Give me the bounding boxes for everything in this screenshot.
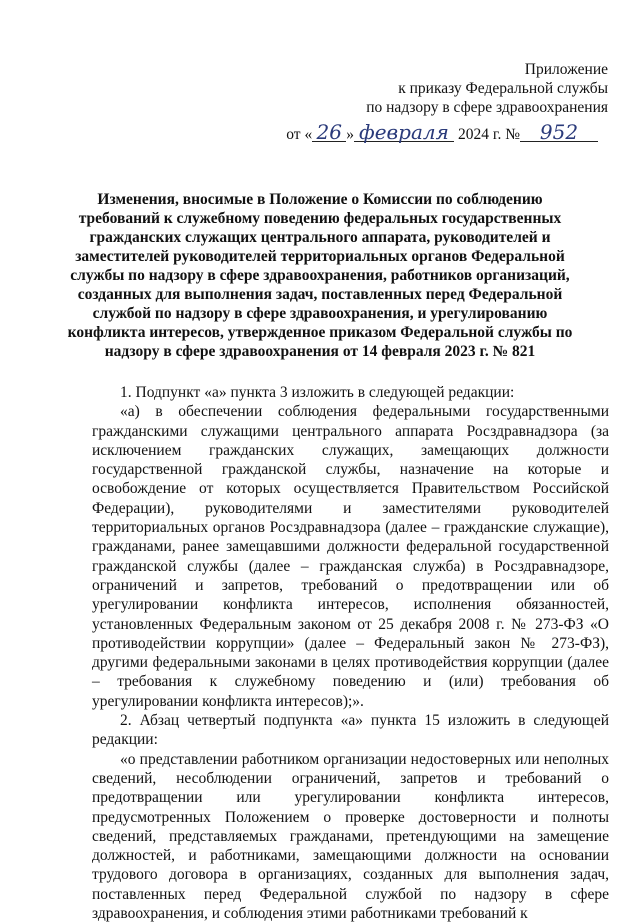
paragraph-3: 2. Абзац четвертый подпункта «а» пункта 15 изложить в следующей редакции: [92, 712, 609, 749]
order-number-handwritten: 952 [520, 123, 598, 142]
order-day-handwritten: 26 [312, 123, 346, 142]
order-date-line [286, 120, 598, 144]
appendix-order-ref: к приказу Федеральной службы [398, 80, 608, 97]
paragraph-1: 1. Подпункт «а» пункта 3 изложить в следующей редакции: [120, 384, 515, 401]
appendix-header [366, 60, 608, 117]
order-date-close-quote: » [346, 126, 354, 143]
order-month-handwritten: февраля [354, 123, 454, 142]
appendix-agency: по надзору в сфере здравоохранения [366, 99, 608, 116]
order-year-number-label: 2024 г. № [457, 126, 520, 143]
document-body [92, 383, 609, 923]
order-date-prefix: от « [286, 126, 313, 143]
paragraph-2: «а) в обеспечении соблюдения федеральными государственными гражданскими служащими центрального аппарата Росздравнадзора (за исключением гражданских служащих, замещающих должности государственной гражданской службы, назначение на которые и освобождение от которых осуществляется Правительством Российской Федерации), руководителями и заместителями руководителей территориальных органов Росздравнадзора (далее – гражданские служащие), гражданами, ранее замещавшими должности федеральной государственной гражданской службы (далее – гражданская служба) в Росздравнадзоре, ограничений и запретов, требований о предотвращении или об урегулировании конфликта интересов, исполнения обязанностей, установленных Федеральным законом от 25 декабря 2008 г. № 273-ФЗ «О противодействии коррупции» (далее – Федеральный закон № 273-ФЗ), другими федеральными законами в целях противодействия коррупции (далее – требования к служебному поведению и (или) требования об урегулировании конфликта интересов);». [92, 403, 609, 710]
appendix-label: Приложение [524, 61, 608, 78]
paragraph-4: «о представлении работником организации недостоверных или неполных сведений, несоблюдении ограничений, запретов и требований о предотвращении или урегулировании конфликта интересов, предусмотренных Положением о проверке достоверности и полноты сведений, представляемых гражданами, претендующими на замещение должностей, и работниками, замещающими должности на основании трудового договора в организациях, созданных для выполнения задач, поставленных перед Федеральной службой по надзору в сфере здравоохранения, и соблюдения этими работниками требований к [92, 750, 609, 923]
document-title: Изменения, вносимые в Положение о Комиссии по соблюдению требований к служебному поведению федеральных государственных гражданских служащих центрального аппарата, руководителей и заместителей руководителей территориальных органов Федеральной службы по надзору в сфере здравоохранения, работников организаций, созданных для выполнения задач, поставленных перед Федеральной службой по надзору в сфере здравоохранения, и урегулированию конфликта интересов, утвержденное приказом Федеральной службы по надзору в сфере здравоохранения от 14 февраля 2023 г. № 821 [67, 191, 573, 360]
